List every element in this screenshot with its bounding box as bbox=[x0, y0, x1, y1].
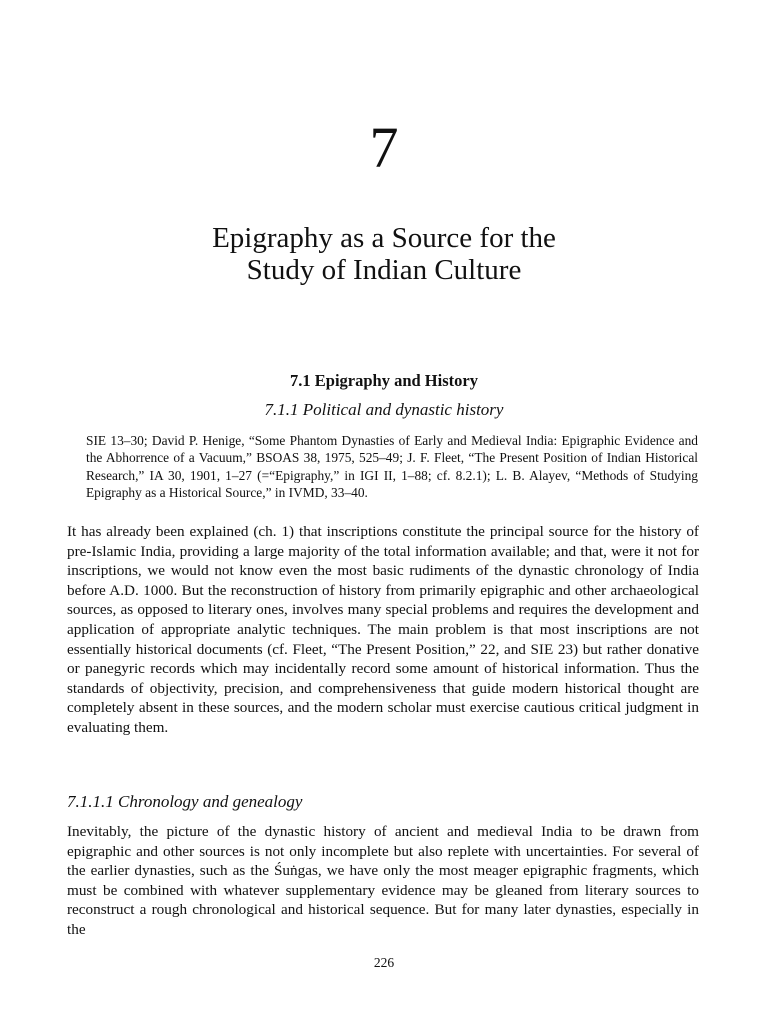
chapter-title-line-1: Epigraphy as a Source for the bbox=[212, 222, 556, 254]
body-paragraph-1: It has already been explained (ch. 1) that inscriptions constitute the principal source for the history of pre-Islamic India, providing a large majority of the total information available; and that, were it not for inscriptions, we would not know even the most basic rudiments of the dynastic chronology of India before A.D. 1000. But the reconstruction of history from primarily epigraphic and other archaeological sources, as opposed to literary ones, involves many special problems and requires the development and application of appropriate analytic techniques. The main problem is that most inscriptions are not essentially historical documents (cf. Fleet, “The Present Position,” 22, and SIE 23) but rather donative or panegyric records which may incidentally record some amount of historical information. Thus the standards of objectivity, precision, and comprehensiveness that guide modern historical thought are completely absent in these sources, and the modern scholar must exercise cautious critical judgment in evaluating them. bbox=[67, 523, 699, 736]
chapter-title-line-2: Study of Indian Culture bbox=[246, 254, 522, 286]
page-number: 226 bbox=[373, 955, 395, 970]
section-heading: 7.1 Epigraphy and History bbox=[290, 371, 478, 390]
body-paragraph-2: Inevitably, the picture of the dynastic history of ancient and medieval India to be drawn from epigraphic and other sources is not only incomplete but also replete with uncertainties. For several of the earlier dynasties, such as the Śuṅgas, we have only the most meager epigraphic fragments, which must be combined with whatever supplementary evidence may be gleaned from literary sources to reconstruct a rough chronological and historical sequence. But for many later dynasties, especially in the bbox=[67, 823, 699, 938]
chapter-number: 7 bbox=[369, 115, 399, 180]
subsubsection-heading: 7.1.1.1 Chronology and genealogy bbox=[67, 792, 303, 811]
subsection-heading: 7.1.1 Political and dynastic history bbox=[264, 400, 504, 419]
chapter-title bbox=[0, 222, 768, 286]
references-block: SIE 13–30; David P. Henige, “Some Phantom Dynasties of Early and Medieval India: Epigraphic Evidence and the Abhorrence of a Vacuum,” BSOAS 38, 1975, 525–49; J. F. Fleet, “The Present Position of Indian Historical Research,” IA 30, 1901, 1–27 (=“Epigraphy,” in IGI II, 1–88; cf. 8.2.1); L. B. Alayev, “Methods of Studying Epigraphy as a Historical Source,” in IVMD, 33–40. bbox=[86, 433, 698, 501]
